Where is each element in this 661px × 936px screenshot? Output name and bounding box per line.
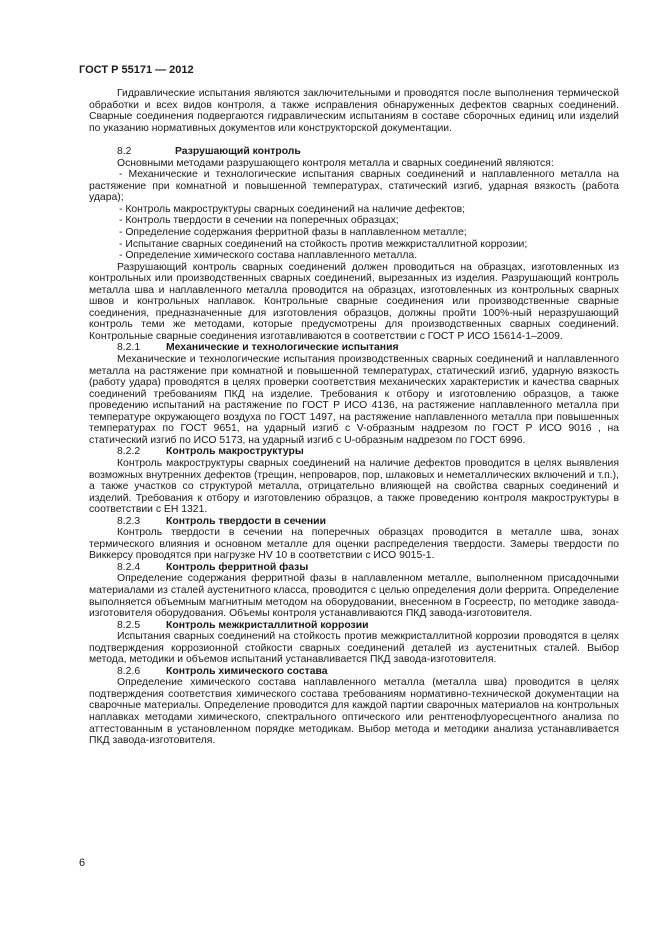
document-header: ГОСТ Р 55171 — 2012 [79,64,194,76]
section-8-2-lead: Основными методами разрушающего контроля металла и сварных соединений являются: [117,157,554,169]
section-8-2-text: Разрушающий контроль сварных соединений должен проводиться на образцах, изготовленных из контрольных или производственных сварных соединений, вырезанных из изделия. Разрушающий контроль металла шва и наплавленного металла проводится на образцах, изготовленных из контрольных сварных швов и контрольных наплавок. Контрольные сварные соединения или производственные сварные соединения, предназначенные для изготовления образцов, должны пройти 100%-ный неразрушающий контроль теми же методами, которые предусмотрены для производственных сварных соединений. Контрольные сварные соединения изготавливаются в соответствии с ГОСТ Р ИСО 15614-1–2009. [89,261,619,342]
section-number: 8.2.4 [117,561,141,573]
section-8-2-3-heading [89,516,619,528]
section-number: 8.2.6 [117,665,141,677]
section-8-2-6-text: Определение химического состава наплавленного металла (металла шва) проводится в целях подтверждения соответствия химического состава требованиям нормативно-технической документации на сварочные материалы. Определение проводится для каждой партии сварочных материалов на контрольных наплавках методами химического, спектрального оптического или рентгенофлуоресцентного анализа по аттестованным в установленном порядке методикам. Выбор метода и методики анализа устанавливается ПКД завода-изготовителя. [89,677,619,747]
section-8-2-4-text: Определение содержания ферритной фазы в наплавленном металле, выполненном присадочными материалами из сталей аустенитного класса, проводится с целью определения доли феррита. Определение выполняется объемным магнитным методом на оборудовании, внесенном в Госреестр, по методике завода-изготовителя оборудования. Объемы контроля устанавливаются ПКД завода-изготовителя. [89,573,619,620]
list-item: - Механические и технологические испытания сварных соединений и наплавленного металла на растяжение при комнатной и повышенной температурах, статический изгиб, ударная вязкость (работа удара); [89,169,619,204]
section-title: Механические и технологические испытания [166,342,399,354]
section-8-2-1-text: Механические и технологические испытания производственных сварных соединений и наплавленного металла на растяжение при комнатной и повышенной температурах, статический изгиб, ударную вязкость (работу удара) проводятся в целях проверки соответствия механических характеристик и качества сварных соединений требованиям ПКД на изделие. Требования к отбору и изготовлению образцов, а также проведению испытаний на растяжение по ГОСТ Р ИСО 4136, на растяжение наплавленного металла при температуре окружающего воздуха по ГОСТ 1497, на растяжение наплавленного металла при повышенных температурах по ГОСТ 9651, на ударный изгиб с V-образным надрезом по ГОСТ Р ИСО 9016 , на статический изгиб по ИСО 5173, на ударный изгиб с U-образным надрезом по ГОСТ 6996. [89,354,619,446]
section-title: Разрушающий контроль [175,146,301,158]
section-title: Контроль химического состава [166,665,328,677]
section-number: 8.2 [117,146,132,158]
section-8-2-5-heading [89,620,619,632]
page-number: 6 [79,857,86,869]
intro-paragraph: Гидравлические испытания являются заключительными и проводятся после выполнения термической обработки и всех видов контроля, а также исправления обнаруженных дефектов сварных соединений. Сварные соединения подвергаются гидравлическим испытаниям в составе сборочных единиц или изделий по указанию нормативных документов или конструкторской документации. [89,88,619,134]
section-title: Контроль твердости в сечении [166,515,326,527]
list-item: - Контроль твердости в сечении на поперечных образцах; [119,215,399,227]
list-item: - Определение содержания ферритной фазы в наплавленном металле; [119,227,467,239]
section-title: Контроль межкристаллитной коррозии [166,619,369,631]
section-number: 8.2.2 [117,446,141,458]
section-8-2-5-text: Испытания сварных соединений на стойкость против межкристаллитной коррозии проводятся в целях подтверждения коррозионной стойкости сварных соединений деталей из аустенитных сталей. Выбор метода, методики и объемов испытаний устанавливается ПКД завода-изготовителя. [89,631,619,666]
list-item: - Испытание сварных соединений на стойкость против межкристаллитной коррозии; [119,238,528,250]
section-8-2-6-heading [89,666,619,678]
section-8-2-1-heading [89,342,619,354]
list-item: - Определение химического состава наплавленного металла. [119,250,418,262]
section-title: Контроль макроструктуры [166,446,304,458]
section-8-2-heading [89,146,619,158]
section-title: Контроль ферритной фазы [166,561,309,573]
section-8-2-3-text: Контроль твердости в сечении на поперечных образцах проводится в металле шва, зонах термического влияния и основном металле для оценки распределения твердости. Замеры твердости по Виккерсу проводятся при нагрузке HV 10 в соответствии с ИСО 9015-1. [89,527,619,562]
list-item: - Контроль макроструктуры сварных соединений на наличие дефектов; [119,203,465,215]
section-number: 8.2.5 [117,619,141,631]
section-8-2-2-heading [89,446,619,458]
section-number: 8.2.1 [117,342,141,354]
document-body [89,88,619,747]
section-8-2-2-text: Контроль макроструктуры сварных соединений на наличие дефектов проводится в целях выявления возможных внутренних дефектов (трещин, непроваров, пор, шлаковых и неметаллических включений и т.п.), а также участков со структурой металла, отрицательно влияющей на свойства сварных соединений и изделий. Требования к отбору и изготовлению образцов, а также проведению контроля макроструктуры в соответствии с ЕН 1321. [89,457,619,516]
section-8-2-4-heading [89,562,619,574]
section-number: 8.2.3 [117,515,141,527]
